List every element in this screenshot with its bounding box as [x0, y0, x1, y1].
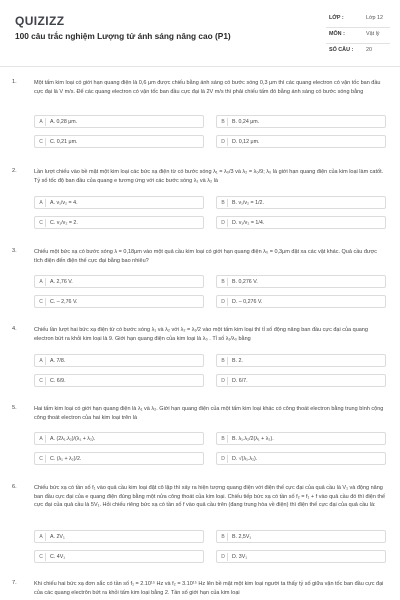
option-text: A. 2,76 V.: [50, 278, 73, 285]
option-c[interactable]: [34, 216, 204, 229]
option-letter: C: [37, 298, 46, 306]
option-letter: A: [37, 533, 46, 541]
option-a[interactable]: [34, 354, 204, 367]
option-a[interactable]: [34, 115, 204, 128]
option-text: D. v₁/v₂ = 1/4.: [232, 219, 265, 226]
question-text: Chiếu lần lượt hai bức xạ điện từ có bước sóng λ₁ và λ₂ với λ₂ = λ₁/2 vào một tấm kim loại thì tỉ số động năng ban đầu cực đại của quang electron bứt ra khỏi kim loại là 9. Giới hạn quang điện của kim loại là λ₀ . Tỉ số λ₁/λ₀ bằng: [34, 327, 368, 342]
option-text: D. – 0,276 V.: [232, 298, 263, 305]
question-text: Một tấm kim loại có giới hạn quang điện là 0,6 μm được chiếu bằng ánh sáng có bước sóng 0,3 μm thì các quang electron có vận tốc ban đầu cực đại là V m/s. Để các quang electron có vận tốc ban đầu cực đại là 2V m/s thì phải chiếu tấm đó bằng ánh sáng có bước sóng bằng: [34, 80, 381, 95]
option-a[interactable]: [34, 432, 204, 445]
option-letter: D: [219, 298, 228, 306]
option-letter: A: [37, 199, 46, 207]
option-b[interactable]: [216, 196, 386, 209]
option-d[interactable]: [216, 374, 386, 387]
option-b[interactable]: [216, 354, 386, 367]
option-text: B. 0,276 V.: [232, 278, 258, 285]
option-text: D. 3V₁: [232, 553, 248, 560]
quizizz-logo: QUIZIZZ: [15, 14, 65, 28]
option-d[interactable]: [216, 550, 386, 563]
option-letter: B: [219, 435, 228, 443]
worksheet-header: [0, 0, 400, 67]
meta-row-count: [326, 44, 390, 59]
question-text: Chiếu bức xạ có tần số f₁ vào quả cầu kim loại đặt cô lập thì xảy ra hiện tượng quang điện với điện thế cực đại của quả cầu là V₁ và động năng ban đầu cực đại của e quang điện đúng bằng một nửa công thoát của kim loại. Chiếu tiếp bức xạ có tần số f₂ = f₁ + f vào quả cầu đó thì điện thế cực đại của quả cầu là 5V₁. Hỏi chiếu riêng bức xạ có tần số f vào quả cầu trên (đang trung hòa về điện) thì điện thế cực đại của quả cầu là:: [34, 485, 386, 509]
option-text: C. v₁/v₂ = 2.: [50, 219, 78, 226]
option-text: A. v₁/v₂ = 4.: [50, 199, 78, 206]
meta-panel: [326, 12, 390, 59]
option-text: D. 0,12 μm.: [232, 138, 260, 145]
option-c[interactable]: [34, 295, 204, 308]
question-text: Khi chiếu hai bức xạ đơn sắc có tần số f₁ = 2.10¹⁵ Hz và f₂ = 3.10¹⁵ Hz lên bề mặt một kim loại người ta thấy tỷ số giữa vận tốc ban đầu cực đại của các quang electrôn bứt ra khỏi tấm kim loại bằng 2. Tần số giới hạn của kim loại: [34, 581, 384, 596]
question-number: 5.: [12, 405, 17, 411]
option-letter: C: [37, 377, 46, 385]
option-letter: C: [37, 455, 46, 463]
option-letter: A: [37, 357, 46, 365]
option-letter: C: [37, 138, 46, 146]
option-letter: B: [219, 278, 228, 286]
option-text: C. (λ₁ + λ₂)/2.: [50, 455, 82, 462]
option-a[interactable]: [34, 196, 204, 209]
option-a[interactable]: [34, 530, 204, 543]
question-text: Lần lượt chiếu vào bề mặt một kim loại các bức xạ điện từ có bước sóng λ₁ = λ₀/3 và λ₂ = λ₀/9; λ₀ là giới hạn quang điện của kim loại làm catốt. Tỷ số tốc độ ban đầu của quang e tương ứng với các bước sóng λ₁ và λ₂ là: [34, 169, 384, 184]
question-number: 2.: [12, 168, 17, 174]
meta-row-class: [326, 12, 390, 28]
option-text: D. 6/7.: [232, 377, 248, 384]
option-text: A. 0,28 μm.: [50, 118, 78, 125]
option-letter: D: [219, 553, 228, 561]
question-number: 4.: [12, 326, 17, 332]
question-number: 7.: [12, 580, 17, 586]
option-text: B. 2.: [232, 357, 243, 364]
option-text: B. 2,5V₁: [232, 533, 252, 540]
option-text: B. 0,24 μm.: [232, 118, 260, 125]
meta-value: 20: [366, 47, 372, 53]
option-letter: B: [219, 357, 228, 365]
option-letter: C: [37, 553, 46, 561]
option-b[interactable]: [216, 275, 386, 288]
option-text: B. v₁/v₂ = 1/2.: [232, 199, 264, 206]
option-text: C. – 2,76 V.: [50, 298, 78, 305]
option-letter: B: [219, 118, 228, 126]
meta-label: LỚP :: [329, 15, 344, 21]
meta-value: Vật lý: [366, 31, 380, 37]
option-text: A. 7/8.: [50, 357, 66, 364]
option-letter: A: [37, 435, 46, 443]
option-d[interactable]: [216, 452, 386, 465]
option-d[interactable]: [216, 295, 386, 308]
question-text: Chiếu một bức xạ có bước sóng λ = 0,18μm vào một quả cầu kim loại có giới hạn quang điện λ₀ = 0,3μm đặt xa các vật khác. Quả cầu được tích điện đến điện thế cực đại bằng bao nhiêu?: [34, 249, 377, 264]
option-letter: B: [219, 199, 228, 207]
meta-value: Lớp 12: [366, 15, 384, 21]
option-letter: D: [219, 138, 228, 146]
option-text: A. (2λ₁.λ₂)/(λ₁ + λ₂).: [50, 435, 96, 442]
option-text: D. √(λ₁.λ₂).: [232, 455, 258, 462]
option-d[interactable]: [216, 135, 386, 148]
option-b[interactable]: [216, 530, 386, 543]
option-letter: A: [37, 118, 46, 126]
option-text: C. 6/9.: [50, 377, 66, 384]
option-text: B. λ₁.λ₂/2(λ₁ + λ₂).: [232, 435, 274, 442]
question-text: Hai tấm kim loại có giới hạn quang điện là λ₁ và λ₂. Giới hạn quang điện của một tấm kim loại khác có công thoát electron bằng trung bình cộng công thoát electron của hai kim loại trên là: [34, 406, 384, 421]
option-c[interactable]: [34, 550, 204, 563]
option-letter: D: [219, 377, 228, 385]
meta-label: SỐ CÂU :: [329, 47, 354, 53]
option-a[interactable]: [34, 275, 204, 288]
option-letter: B: [219, 533, 228, 541]
option-letter: A: [37, 278, 46, 286]
question-number: 1.: [12, 79, 17, 85]
option-c[interactable]: [34, 135, 204, 148]
option-text: C. 4V₁: [50, 553, 66, 560]
option-letter: C: [37, 219, 46, 227]
option-text: A. 2V₁: [50, 533, 65, 540]
option-b[interactable]: [216, 432, 386, 445]
meta-label: MÔN :: [329, 31, 345, 37]
page-title: 100 câu trắc nghiệm Lượng tử ánh sáng nâng cao (P1): [15, 31, 231, 41]
option-d[interactable]: [216, 216, 386, 229]
option-c[interactable]: [34, 374, 204, 387]
option-c[interactable]: [34, 452, 204, 465]
option-letter: D: [219, 219, 228, 227]
option-letter: D: [219, 455, 228, 463]
option-b[interactable]: [216, 115, 386, 128]
meta-row-subject: [326, 28, 390, 44]
question-number: 6.: [12, 484, 17, 490]
question-number: 3.: [12, 248, 17, 254]
option-text: C. 0,21 μm.: [50, 138, 78, 145]
